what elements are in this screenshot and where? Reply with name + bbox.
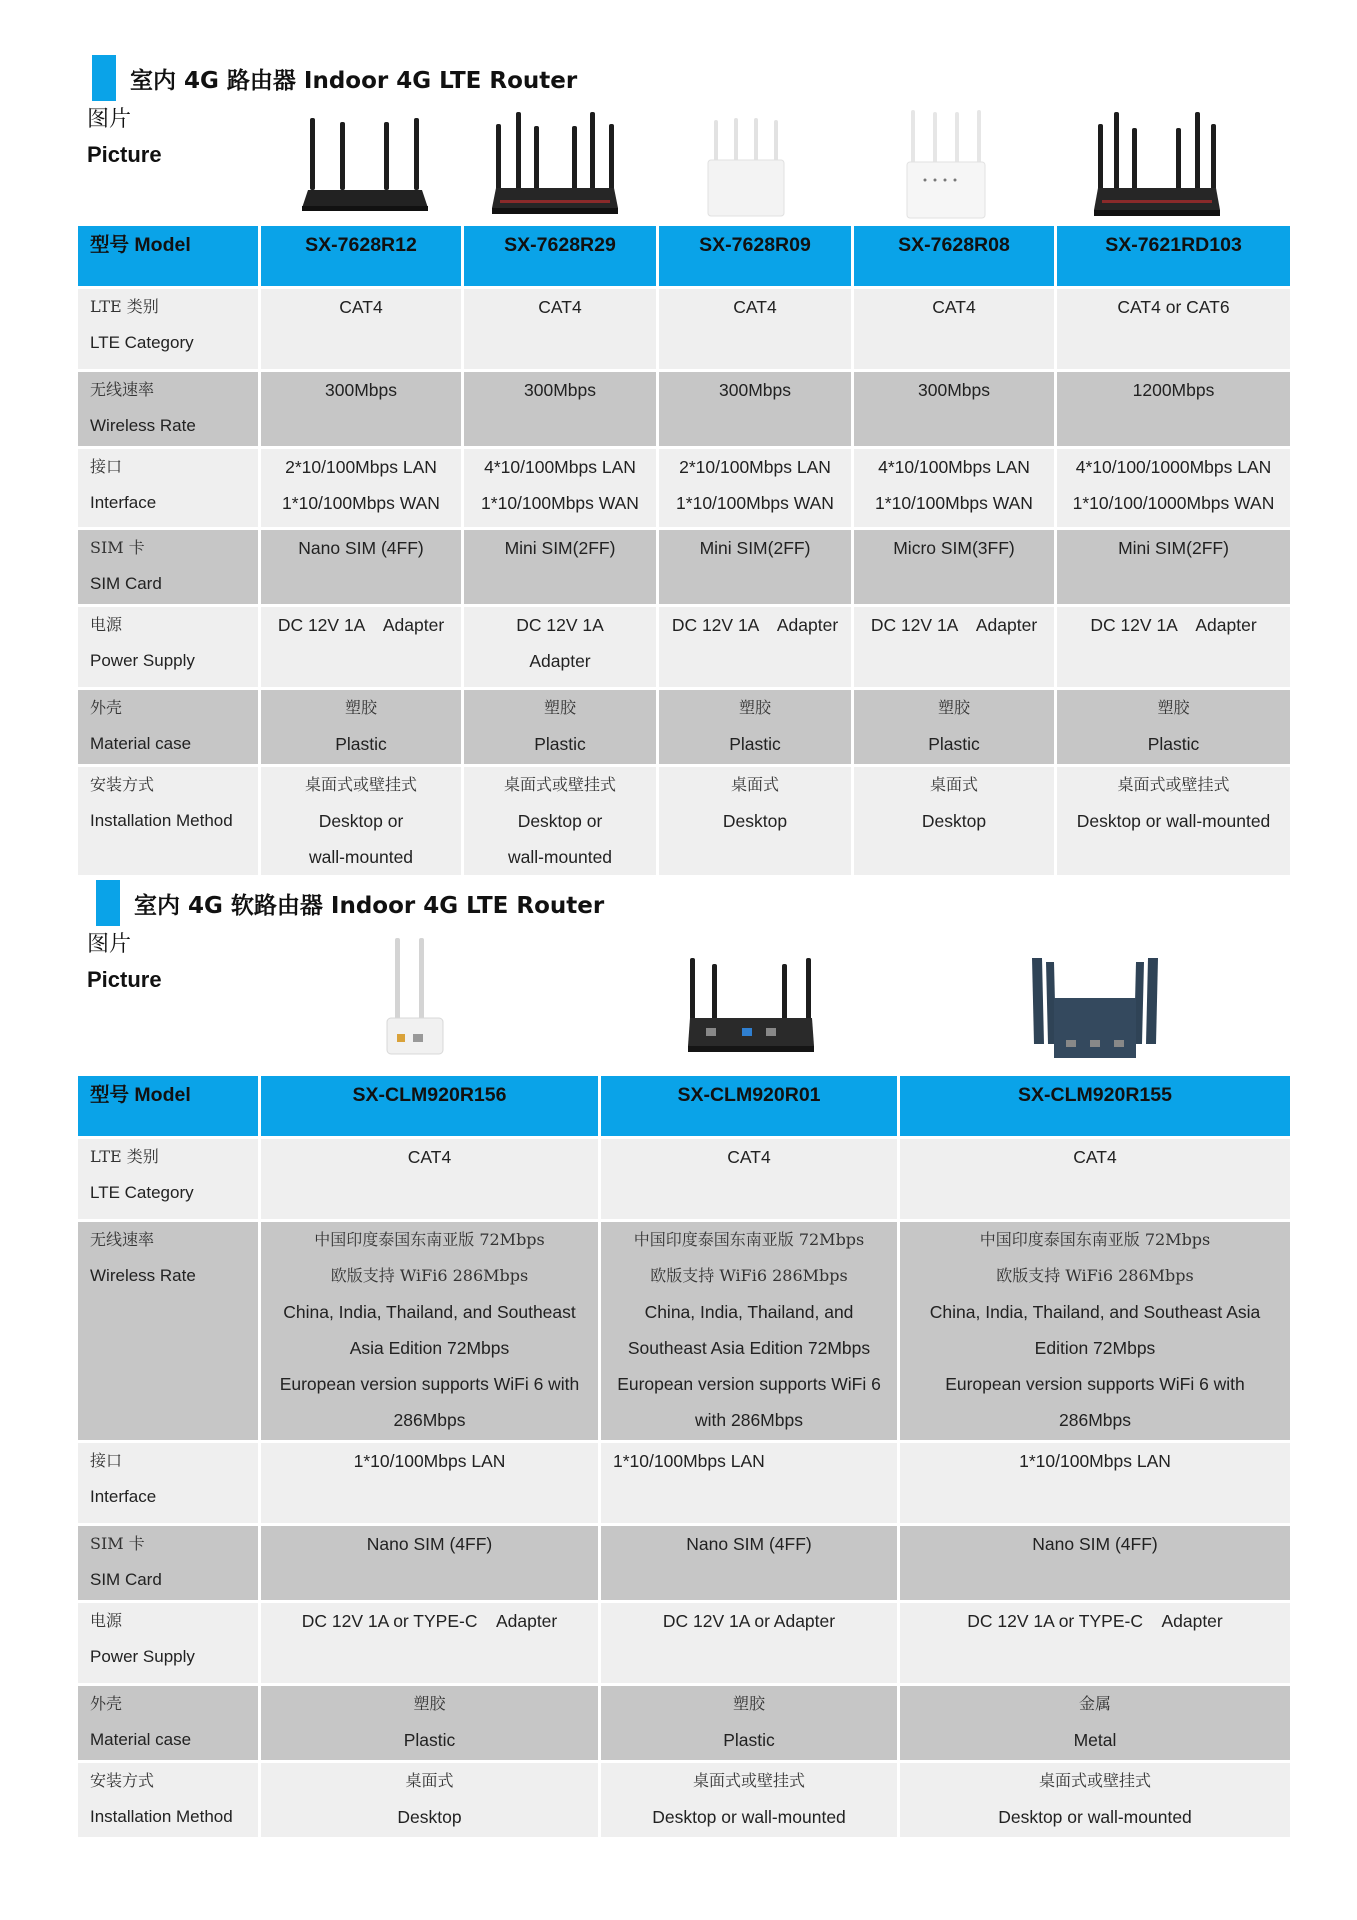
- spec-row: [78, 1443, 1290, 1526]
- spec-cell-line: wall-mounted: [308, 847, 414, 867]
- row-label: [78, 1686, 258, 1763]
- row-label-cn: 电源: [90, 1611, 123, 1630]
- spec-cell-line: 欧版支持 WiFi6 286Mbps: [330, 1266, 529, 1285]
- spec-cell: [659, 449, 851, 530]
- spec-cell-line: Desktop or: [517, 811, 603, 831]
- spec-cell: [900, 1763, 1290, 1840]
- spec-cell: [261, 530, 461, 607]
- spec-cell: [601, 1763, 897, 1840]
- spec-cell-line: DC 12V 1A Adapter: [870, 615, 1038, 635]
- spec-row: [78, 1526, 1290, 1603]
- spec-cell: [854, 690, 1054, 767]
- spec-cell: [261, 372, 461, 449]
- spec-cell-line: Mini SIM(2FF): [1118, 538, 1229, 558]
- spec-cell-line: European version supports WiFi 6 with: [945, 1374, 1245, 1394]
- spec-cell-line: 桌面式: [929, 775, 978, 794]
- spec-cell: [854, 449, 1054, 530]
- spec-cell: [261, 607, 461, 690]
- row-label-en: SIM Card: [90, 574, 162, 593]
- spec-cell-line: 塑胶: [413, 1694, 446, 1713]
- spec-cell-line: 桌面式: [405, 1771, 454, 1790]
- spec-cell-line: European version supports WiFi 6: [617, 1374, 881, 1394]
- row-label: [78, 1603, 258, 1686]
- section1-heading: [92, 55, 577, 101]
- spec-cell-line: Desktop or wall-mounted: [998, 1807, 1192, 1827]
- spec-cell-line: Plastic: [335, 734, 387, 754]
- spec-cell-line: 300Mbps: [918, 380, 990, 400]
- section1-title: 室内 4G 路由器 Indoor 4G LTE Router: [130, 67, 578, 94]
- spec-cell: [261, 1443, 598, 1526]
- row-label-cn: 无线速率: [90, 380, 155, 399]
- spec-cell-line: 中国印度泰国东南亚版 72Mbps: [314, 1230, 545, 1249]
- spec-cell-line: 桌面式或壁挂式: [1117, 775, 1230, 794]
- row-label-en: Wireless Rate: [90, 1266, 196, 1285]
- spec-cell: [601, 1139, 897, 1222]
- spec-cell-line: China, India, Thailand, and Southeast Asia: [929, 1302, 1261, 1322]
- spec-cell-line: 桌面式: [730, 775, 779, 794]
- spec-cell-line: 300Mbps: [719, 380, 791, 400]
- row-label-en: Interface: [90, 493, 157, 512]
- spec-cell-line: 塑胶: [738, 698, 771, 717]
- spec-cell: [1057, 289, 1290, 372]
- spec-cell-line: 塑胶: [344, 698, 377, 717]
- row-label: [78, 1139, 258, 1222]
- picture-label-cn: 图片: [87, 931, 132, 956]
- spec-cell-line: Asia Edition 72Mbps: [349, 1338, 510, 1358]
- model-name: SX-7628R29: [464, 226, 656, 289]
- spec-cell-line: CAT4: [538, 297, 582, 317]
- row-label-cn: SIM 卡: [90, 538, 145, 557]
- spec-cell-line: Plastic: [534, 734, 586, 754]
- spec-row: [78, 1139, 1290, 1222]
- spec-cell-line: CAT4 or CAT6: [1117, 297, 1230, 317]
- spec-cell: [900, 1139, 1290, 1222]
- spec-cell-line: Nano SIM (4FF): [366, 1534, 493, 1554]
- spec-cell-line: Southeast Asia Edition 72Mbps: [627, 1338, 871, 1358]
- spec-cell-line: China, India, Thailand, and: [644, 1302, 854, 1322]
- spec-cell: [659, 530, 851, 607]
- spec-cell-line: 286Mbps: [393, 1410, 466, 1430]
- spec-cell: [261, 690, 461, 767]
- row-label-en: Material case: [90, 734, 192, 753]
- spec-cell-line: 2*10/100Mbps LAN: [285, 457, 437, 477]
- model-header-label: 型号 Model: [78, 1076, 258, 1139]
- row-label-en: Wireless Rate: [90, 416, 196, 435]
- row-label: [78, 1526, 258, 1603]
- spec-cell: [854, 372, 1054, 449]
- spec-row: [78, 372, 1290, 449]
- spec-cell-line: 中国印度泰国东南亚版 72Mbps: [979, 1230, 1211, 1249]
- spec-cell-line: Nano SIM (4FF): [298, 538, 424, 558]
- spec-cell: [1057, 449, 1290, 530]
- spec-cell-line: 1*10/100Mbps WAN: [282, 493, 440, 513]
- row-label: [78, 1222, 258, 1443]
- row-label-cn: 外壳: [90, 698, 123, 717]
- row-label-en: Interface: [90, 1487, 157, 1506]
- row-label-cn: 安装方式: [90, 1771, 155, 1790]
- row-label-en: LTE Category: [90, 333, 194, 352]
- row-label-en: Installation Method: [90, 1807, 233, 1826]
- spec-cell-line: European version supports WiFi 6 with: [279, 1374, 580, 1394]
- spec-cell: [1057, 767, 1290, 878]
- spec-cell-line: 2*10/100Mbps LAN: [679, 457, 831, 477]
- table-header-row: [78, 226, 1290, 289]
- spec-cell: [1057, 530, 1290, 607]
- spec-cell-line: CAT4: [339, 297, 383, 317]
- spec-cell: [601, 1222, 897, 1443]
- spec-cell: [854, 289, 1054, 372]
- spec-cell: [659, 607, 851, 690]
- spec-cell: [659, 767, 851, 878]
- spec-cell-line: 桌面式或壁挂式: [304, 775, 417, 794]
- section-marker: [96, 880, 120, 926]
- row-label: [78, 449, 258, 530]
- spec-cell-line: 300Mbps: [325, 380, 397, 400]
- router-image-sx-7628r12: [300, 118, 430, 218]
- picture-label-cn: 图片: [87, 106, 132, 131]
- row-label: [78, 372, 258, 449]
- spec-cell-line: 1*10/100Mbps LAN: [613, 1451, 765, 1471]
- spec-cell: [261, 449, 461, 530]
- spec-cell-line: Edition 72Mbps: [1034, 1338, 1156, 1358]
- spec-cell-line: DC 12V 1A: [516, 615, 604, 635]
- row-label-cn: 接口: [90, 457, 123, 476]
- router-image-sx-7628r08: [905, 110, 987, 220]
- spec-cell-line: Desktop or wall-mounted: [1076, 811, 1271, 831]
- spec-cell-line: Desktop: [397, 1807, 462, 1827]
- row-label-en: LTE Category: [90, 1183, 194, 1202]
- spec-cell: [261, 1763, 598, 1840]
- section-marker: [92, 55, 116, 101]
- spec-row: [78, 607, 1290, 690]
- table-header-row: [78, 1076, 1290, 1139]
- model-name: SX-7628R12: [261, 226, 461, 289]
- model-name: SX-CLM920R01: [601, 1076, 897, 1139]
- spec-cell: [261, 289, 461, 372]
- spec-cell-line: Nano SIM (4FF): [686, 1534, 812, 1554]
- spec-row: [78, 530, 1290, 607]
- spec-cell: [464, 449, 656, 530]
- row-label-en: SIM Card: [90, 1570, 162, 1589]
- spec-cell: [464, 607, 656, 690]
- row-label-cn: 接口: [90, 1451, 123, 1470]
- row-label: [78, 530, 258, 607]
- spec-cell-line: Plastic: [1147, 734, 1200, 754]
- spec-cell: [261, 1603, 598, 1686]
- model-name: SX-7628R08: [854, 226, 1054, 289]
- row-label: [78, 607, 258, 690]
- spec-cell: [261, 767, 461, 878]
- router-image-sx-7621rd103: [1092, 110, 1222, 220]
- picture-label-en: Picture: [87, 967, 162, 992]
- spec-cell: [1057, 607, 1290, 690]
- spec-cell-line: 4*10/100Mbps LAN: [484, 457, 636, 477]
- spec-cell-line: CAT4: [932, 297, 976, 317]
- spec-cell: [464, 530, 656, 607]
- spec-cell-line: 4*10/100/1000Mbps LAN: [1075, 457, 1272, 477]
- spec-cell-line: Plastic: [723, 1730, 775, 1750]
- row-label: [78, 289, 258, 372]
- spec-cell: [854, 607, 1054, 690]
- picture-label: [87, 101, 162, 173]
- spec-cell-line: 286Mbps: [1059, 1410, 1131, 1430]
- spec-cell-line: 塑胶: [543, 698, 576, 717]
- section2-title: 室内 4G 软路由器 Indoor 4G LTE Router: [134, 892, 605, 919]
- spec-cell-line: Plastic: [928, 734, 980, 754]
- router-image-sx-clm920r155: [1030, 958, 1160, 1062]
- spec-cell: [601, 1443, 897, 1526]
- row-label-en: Power Supply: [90, 1647, 195, 1666]
- spec-cell-line: CAT4: [1073, 1147, 1117, 1167]
- spec-cell: [900, 1222, 1290, 1443]
- spec-table-section2: [75, 1076, 1293, 1840]
- spec-cell: [601, 1526, 897, 1603]
- spec-row: [78, 767, 1290, 878]
- spec-cell: [854, 767, 1054, 878]
- row-label: [78, 690, 258, 767]
- spec-cell-line: DC 12V 1A Adapter: [277, 615, 445, 635]
- model-name: SX-7621RD103: [1057, 226, 1290, 289]
- row-label: [78, 767, 258, 878]
- spec-cell-line: 300Mbps: [524, 380, 596, 400]
- spec-cell-line: 1*10/100Mbps LAN: [353, 1451, 506, 1471]
- spec-cell: [464, 372, 656, 449]
- spec-cell-line: DC 12V 1A or Adapter: [662, 1611, 836, 1631]
- row-label-cn: 外壳: [90, 1694, 123, 1713]
- section2-heading: [96, 880, 604, 926]
- spec-cell-line: 中国印度泰国东南亚版 72Mbps: [633, 1230, 865, 1249]
- spec-cell-line: 1*10/100Mbps WAN: [676, 493, 834, 513]
- model-name: SX-7628R09: [659, 226, 851, 289]
- spec-cell-line: CAT4: [407, 1147, 452, 1167]
- spec-cell: [659, 289, 851, 372]
- row-label-en: Power Supply: [90, 651, 195, 670]
- spec-row: [78, 690, 1290, 767]
- spec-cell: [464, 289, 656, 372]
- model-header-label: 型号 Model: [78, 226, 258, 289]
- spec-cell-line: Plastic: [403, 1730, 456, 1750]
- spec-cell-line: Mini SIM(2FF): [504, 538, 616, 558]
- spec-cell: [601, 1686, 897, 1763]
- spec-cell: [900, 1603, 1290, 1686]
- spec-cell: [900, 1686, 1290, 1763]
- spec-cell-line: Metal: [1073, 1730, 1117, 1750]
- spec-cell: [659, 690, 851, 767]
- spec-cell-line: wall-mounted: [507, 847, 613, 867]
- spec-cell-line: China, India, Thailand, and Southeast: [283, 1302, 576, 1322]
- router-image-sx-7628r29: [490, 112, 620, 218]
- spec-row: [78, 1222, 1290, 1443]
- spec-cell-line: 欧版支持 WiFi6 286Mbps: [996, 1266, 1194, 1285]
- spec-cell-line: Desktop or wall-mounted: [652, 1807, 846, 1827]
- spec-cell: [659, 372, 851, 449]
- row-label-en: Installation Method: [90, 811, 233, 830]
- row-label-en: Material case: [90, 1730, 192, 1749]
- spec-cell: [261, 1222, 598, 1443]
- spec-cell-line: CAT4: [727, 1147, 771, 1167]
- spec-cell-line: 1*10/100Mbps WAN: [875, 493, 1033, 513]
- spec-cell-line: DC 12V 1A or TYPE-C Adapter: [301, 1611, 558, 1631]
- row-label-cn: 无线速率: [90, 1230, 155, 1249]
- spec-cell-line: Desktop or: [318, 811, 404, 831]
- spec-cell-line: 塑胶: [1157, 698, 1190, 717]
- spec-cell-line: Plastic: [729, 734, 781, 754]
- spec-cell-line: 塑胶: [732, 1694, 765, 1713]
- picture-label: [87, 926, 162, 998]
- spec-cell-line: Adapter: [529, 651, 591, 671]
- spec-cell: [854, 530, 1054, 607]
- model-name: SX-CLM920R155: [900, 1076, 1290, 1139]
- router-image-sx-clm920r156: [385, 938, 445, 1056]
- row-label-cn: SIM 卡: [90, 1534, 145, 1553]
- spec-cell: [1057, 372, 1290, 449]
- spec-row: [78, 449, 1290, 530]
- spec-cell-line: 1200Mbps: [1132, 380, 1215, 400]
- spec-table-section1: [75, 226, 1293, 878]
- spec-cell-line: 4*10/100Mbps LAN: [878, 457, 1030, 477]
- spec-cell: [1057, 690, 1290, 767]
- spec-cell: [900, 1526, 1290, 1603]
- spec-cell-line: 1*10/100Mbps WAN: [481, 493, 639, 513]
- model-name: SX-CLM920R156: [261, 1076, 598, 1139]
- spec-row: [78, 1603, 1290, 1686]
- router-image-sx-7628r09: [706, 118, 786, 218]
- spec-cell-line: 桌面式或壁挂式: [1038, 1771, 1151, 1790]
- spec-row: [78, 289, 1290, 372]
- spec-cell-line: 欧版支持 WiFi6 286Mbps: [650, 1266, 848, 1285]
- spec-cell-line: 金属: [1078, 1694, 1111, 1713]
- row-label-cn: 电源: [90, 615, 123, 634]
- spec-cell-line: DC 12V 1A Adapter: [1090, 615, 1257, 635]
- spec-cell-line: 塑胶: [937, 698, 970, 717]
- spec-row: [78, 1686, 1290, 1763]
- spec-cell-line: 桌面式或壁挂式: [503, 775, 616, 794]
- spec-cell-line: Micro SIM(3FF): [893, 538, 1015, 558]
- spec-cell: [900, 1443, 1290, 1526]
- spec-cell-line: CAT4: [733, 297, 777, 317]
- spec-cell: [261, 1526, 598, 1603]
- spec-cell-line: 1*10/100/1000Mbps WAN: [1072, 493, 1275, 513]
- picture-label-en: Picture: [87, 142, 162, 167]
- spec-cell: [464, 767, 656, 878]
- spec-cell-line: Desktop: [921, 811, 987, 831]
- spec-cell-line: Nano SIM (4FF): [1032, 1534, 1158, 1554]
- spec-cell: [464, 690, 656, 767]
- spec-cell-line: Desktop: [722, 811, 788, 831]
- spec-row: [78, 1763, 1290, 1840]
- spec-cell-line: 1*10/100Mbps LAN: [1019, 1451, 1171, 1471]
- spec-cell-line: 桌面式或壁挂式: [692, 1771, 805, 1790]
- spec-cell-line: with 286Mbps: [695, 1410, 803, 1430]
- spec-cell-line: DC 12V 1A Adapter: [671, 615, 839, 635]
- row-label: [78, 1763, 258, 1840]
- spec-cell: [601, 1603, 897, 1686]
- spec-cell: [261, 1139, 598, 1222]
- row-label-cn: 安装方式: [90, 775, 155, 794]
- spec-cell-line: Mini SIM(2FF): [699, 538, 811, 558]
- router-image-sx-clm920r01: [686, 958, 816, 1058]
- row-label: [78, 1443, 258, 1526]
- spec-cell: [261, 1686, 598, 1763]
- row-label-cn: LTE 类别: [90, 1147, 159, 1166]
- row-label-cn: LTE 类别: [90, 297, 159, 316]
- spec-cell-line: DC 12V 1A or TYPE-C Adapter: [967, 1611, 1223, 1631]
